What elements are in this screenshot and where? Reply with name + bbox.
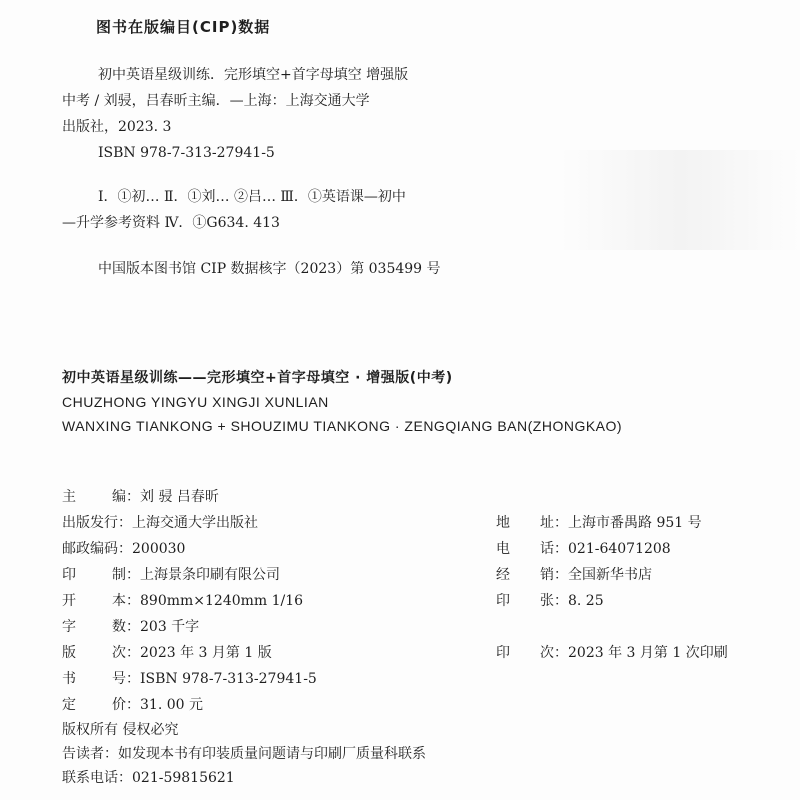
info-label: 邮政编码： [62,541,132,557]
info-row-sheets: 印 张 ： 8. 25 [496,588,728,614]
info-value: 200030 [132,541,186,557]
spacer [62,236,502,256]
info-value: 刘 骎 吕春昕 [140,489,219,505]
info-value: 上海景条印刷有限公司 [140,567,280,583]
info-label: 版 次 [62,645,126,661]
info-label: 印 张 [496,593,554,609]
book-title-chinese: 初中英语星级训练——完形填空+首字母填空 · 增强版(中考) [62,370,453,386]
cip-classification-line-2: —升学参考资料 Ⅳ．①G634. 413 [62,215,280,231]
info-row-postcode [62,536,317,562]
info-label: 书 号 [62,671,126,687]
cip-classification-line: Ⅰ．①初… Ⅱ．①刘… ②吕… Ⅲ．①英语课—初中 [98,189,406,205]
info-label: 出版发行： [62,515,132,531]
info-row-phone: 电 话 ： 021-64071208 [496,536,728,562]
info-label: 印 次 [496,645,554,661]
info-row-distributor: 经 销 ： 全国新华书店 [496,562,728,588]
info-value: 全国新华书店 [568,567,652,583]
info-label: 字 数 [62,619,126,635]
info-value: 890mm×1240mm 1/16 [140,593,304,609]
info-row-editor: 主 编 ： 刘 骎 吕春昕 [62,484,317,510]
publication-info-left [62,484,317,718]
info-value: 上海交通大学出版社 [132,515,258,531]
book-title-block [62,366,622,438]
reader-notice: 告读者：如发现本书有印装质量问题请与印刷厂质量科联系 [62,746,426,762]
info-label: 电 话 [496,541,554,557]
info-label: 地 址 [496,515,554,531]
info-label: 印 制 [62,567,126,583]
info-row-printer: 印 制 ： 上海景条印刷有限公司 [62,562,317,588]
book-title-pinyin-2: WANXING TIANKONG + SHOUZIMU TIANKONG · ZENGQIANG BAN(ZHONGKAO) [62,418,623,434]
info-label: 主 编 [62,489,126,505]
info-value: 203 千字 [140,619,200,635]
rights-footer [62,718,426,790]
cip-title-line: 初中英语星级训练．完形填空+首字母填空 增强版 [98,67,409,83]
cip-author-line: 中考 / 刘骎，吕春昕主编．—上海：上海交通大学 [62,93,370,109]
info-label: 经 销 [496,567,554,583]
cip-record [62,62,502,282]
info-row-publisher [62,510,317,536]
cip-heading: 图书在版编目(CIP)数据 [96,18,271,36]
spacer [62,166,502,184]
info-value: 2023 年 3 月第 1 版 [140,645,272,661]
info-label: 定 价 [62,697,126,713]
publication-info-right [496,510,728,666]
contact-phone: 联系电话：021-59815621 [62,770,235,786]
cip-publisher-line: 出版社，2023. 3 [62,119,172,135]
rights-statement: 版权所有 侵权必究 [62,722,179,738]
cip-record-number: 中国版本图书馆 CIP 数据核字（2023）第 035499 号 [98,261,441,277]
book-title-pinyin-1: CHUZHONG YINGYU XINGJI XUNLIAN [62,394,329,410]
info-row-address: 地 址 ： 上海市番禺路 951 号 [496,510,728,536]
info-row-price: 定 价 ： 31. 00 元 [62,692,317,718]
cip-isbn-line: ISBN 978-7-313-27941-5 [98,145,275,161]
info-value: 8. 25 [568,593,604,609]
background-smudge [560,150,800,250]
info-value: 2023 年 3 月第 1 次印刷 [568,645,728,661]
info-value: 021-64071208 [568,541,671,557]
info-value: ISBN 978-7-313-27941-5 [140,671,317,687]
info-row-impression: 印 次 ： 2023 年 3 月第 1 次印刷 [496,640,728,666]
info-row-edition: 版 次 ： 2023 年 3 月第 1 版 [62,640,317,666]
info-row-format: 开 本 ： 890mm×1240mm 1/16 [62,588,317,614]
info-value: 上海市番禺路 951 号 [568,515,702,531]
info-value: 31. 00 元 [140,697,203,713]
info-row-wordcount: 字 数 ： 203 千字 [62,614,317,640]
info-label: 开 本 [62,593,126,609]
info-row-isbn: 书 号 ： ISBN 978-7-313-27941-5 [62,666,317,692]
